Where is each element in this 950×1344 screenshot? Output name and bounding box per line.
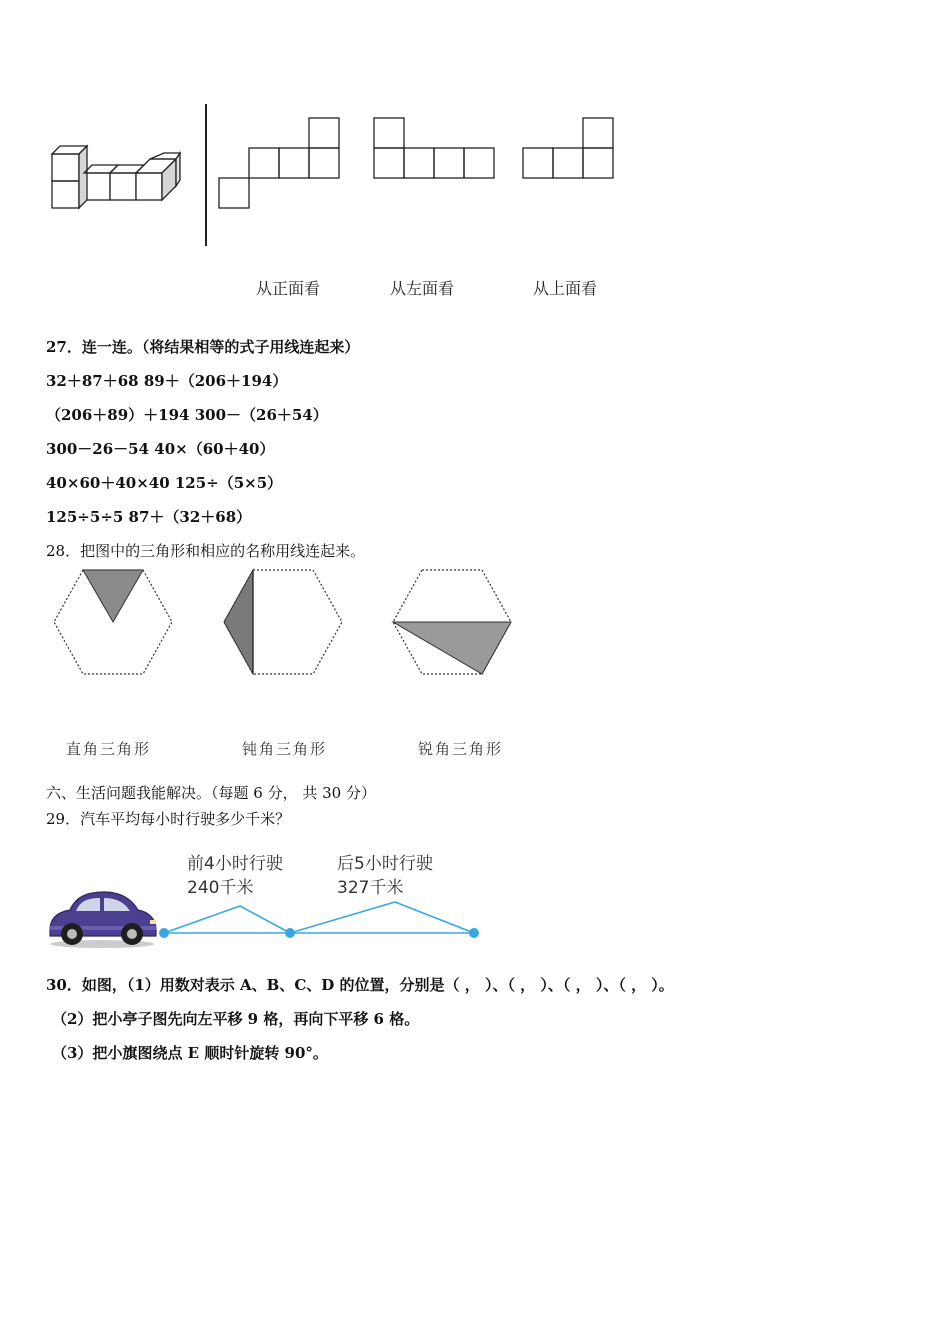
q30-line-3: （3）把小旗图绕点 E 顺时针旋转 90°。 xyxy=(52,1044,328,1062)
segment1-label xyxy=(187,852,283,900)
top-view xyxy=(522,117,616,181)
hexagon-triangle-3 xyxy=(389,566,515,678)
middle-point xyxy=(285,928,295,938)
q27-row: 40×60＋40×40 125÷（5×5） xyxy=(46,474,283,492)
cube-figure xyxy=(40,140,190,220)
end-point xyxy=(469,928,479,938)
q27-row: （206＋89）＋194 300－（26＋54） xyxy=(46,406,328,424)
top-view-label: 从上面看 xyxy=(533,279,598,298)
front-view xyxy=(218,117,342,211)
car-icon xyxy=(44,884,160,950)
hexagon-triangle-2 xyxy=(220,566,346,678)
segment2-distance: 327千米 xyxy=(337,878,404,898)
left-view xyxy=(373,117,497,181)
segment1-distance: 240千米 xyxy=(187,878,254,898)
distance-diagram xyxy=(150,894,490,946)
hexagon-triangle-1 xyxy=(50,566,176,678)
q30-line-2: （2）把小亭子图先向左平移 9 格，再向下平移 6 格。 xyxy=(52,1010,420,1028)
left-view-label: 从左面看 xyxy=(390,279,455,298)
q27-row: 300－26－54 40×（60＋40） xyxy=(46,440,275,458)
q29-title: 29．汽车平均每小时行驶多少千米？ xyxy=(46,810,291,828)
acute-triangle-label: 锐角三角形 xyxy=(418,740,504,758)
obtuse-triangle-label: 钝角三角形 xyxy=(242,740,328,758)
right-triangle-label: 直角三角形 xyxy=(66,740,152,758)
section6-title: 六、生活问题我能解决。（每题 6 分， 共 30 分） xyxy=(46,784,376,802)
q28-title: 28．把图中的三角形和相应的名称用线连起来。 xyxy=(46,542,366,560)
start-point xyxy=(159,928,169,938)
q27-row: 125÷5÷5 87＋（32＋68） xyxy=(46,508,252,526)
q27-title: 27．连一连。（将结果相等的式子用线连起来） xyxy=(46,338,360,356)
q30-line-1: 30．如图，（1）用数对表示 A、B、C、D 的位置，分别是（ ， ）、（ ， ）、（ ， ）、（ ， ）。 xyxy=(46,976,674,994)
q27-row: 32＋87＋68 89＋（206＋194） xyxy=(46,372,288,390)
segment2-label xyxy=(337,852,433,900)
segment1-time: 前4小时行驶 xyxy=(187,854,283,874)
segment2-time: 后5小时行驶 xyxy=(337,854,433,874)
view-divider xyxy=(205,104,207,246)
front-view-label: 从正面看 xyxy=(256,279,321,298)
